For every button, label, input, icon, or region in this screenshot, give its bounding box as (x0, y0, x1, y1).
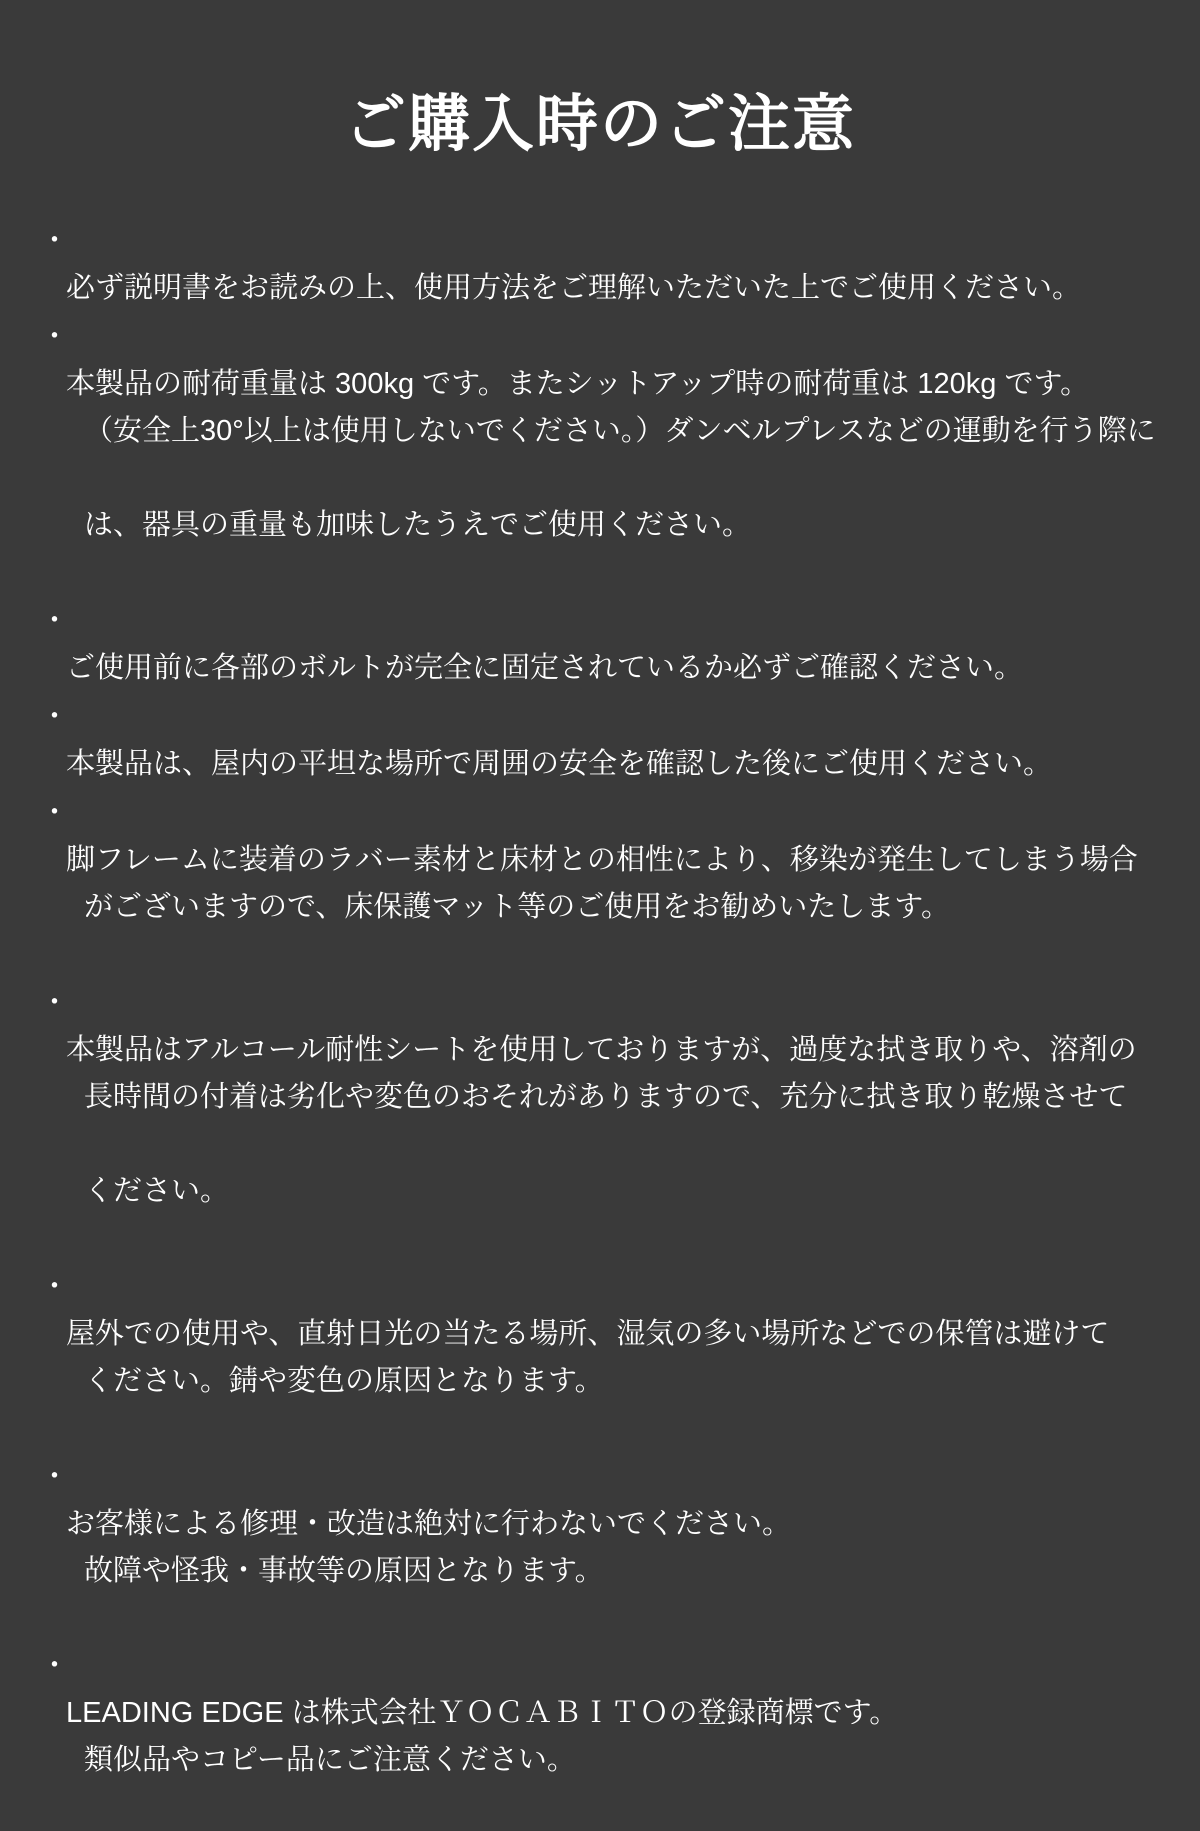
line: 屋外での使用や、直射日光の当たる場所、湿気の多い場所などでの保管は避けて (66, 1317, 1110, 1350)
list-item (40, 1264, 1156, 1452)
line: 本製品は、屋内の平坦な場所で周囲の安全を確認した後にご使用ください。 (66, 748, 1053, 781)
list-item (40, 1454, 1156, 1642)
list-item (40, 1643, 1156, 1831)
bullet-icon: ・ (40, 1650, 70, 1683)
list-item (40, 314, 1156, 596)
bullet-icon: ・ (40, 1270, 70, 1303)
line: ください。錆や変色の原因となります。 (84, 1364, 604, 1397)
line: 必ず説明書をお読みの上、使用方法をご理解いただいた上でご使用ください。 (66, 272, 1082, 305)
list-item-text (66, 1643, 1156, 1831)
line: LEADING EDGE は株式会社ＹＯＣＡＢＩＴＯの登録商標です。 (66, 1697, 899, 1730)
notice-list (0, 218, 1200, 1831)
bullet-icon: ・ (40, 321, 70, 354)
list-item-text (66, 980, 1156, 1262)
bullet-icon: ・ (40, 225, 70, 258)
page-title: ご購入時のご注意 (343, 90, 856, 159)
line: お客様による修理・改造は絶対に行わないでください。 (66, 1507, 792, 1540)
list-item (40, 218, 1156, 312)
list-item (40, 790, 1156, 978)
bullet-icon: ・ (40, 986, 70, 1019)
list-item (40, 980, 1156, 1262)
line: 脚フレームに装着のラバー素材と床材との相性により、移染が発生してしまう場合 (66, 843, 1138, 876)
list-item-text (66, 314, 1156, 596)
bullet-icon: ・ (40, 1460, 70, 1493)
line: は、器具の重量も加味したうえでご使用ください。 (84, 509, 752, 542)
list-item-text (66, 1454, 1156, 1642)
list-item-text (66, 1264, 1156, 1452)
line: 本製品の耐荷重量は 300kg です。またシットアップ時の耐荷重は 120kg です。 (66, 368, 1090, 401)
line: がございますので、床保護マット等のご使用をお勧めいたします。 (84, 890, 950, 923)
line: ご使用前に各部のボルトが完全に固定されているか必ずご確認ください。 (66, 652, 1024, 685)
line: 長時間の付着は劣化や変色のおそれがありますので、充分に拭き取り乾燥させて (84, 1080, 1128, 1113)
bullet-icon: ・ (40, 701, 70, 734)
list-item (40, 694, 1156, 788)
line: 故障や怪我・事故等の原因となります。 (84, 1554, 604, 1587)
bullet-icon: ・ (40, 605, 70, 638)
line: 類似品やコピー品にご注意ください。 (84, 1744, 576, 1777)
line: 本製品はアルコール耐性シートを使用しておりますが、過度な拭き取りや、溶剤の (66, 1033, 1137, 1066)
bullet-icon: ・ (40, 797, 70, 830)
list-item-text (66, 598, 1156, 692)
line: ください。 (84, 1174, 230, 1207)
list-item (40, 598, 1156, 692)
list-item-text (66, 790, 1156, 978)
line: （安全上30°以上は使用しないでください。）ダンベルプレスなどの運動を行う際に (84, 415, 1156, 448)
list-item-text (66, 694, 1156, 788)
list-item-text (66, 218, 1156, 312)
